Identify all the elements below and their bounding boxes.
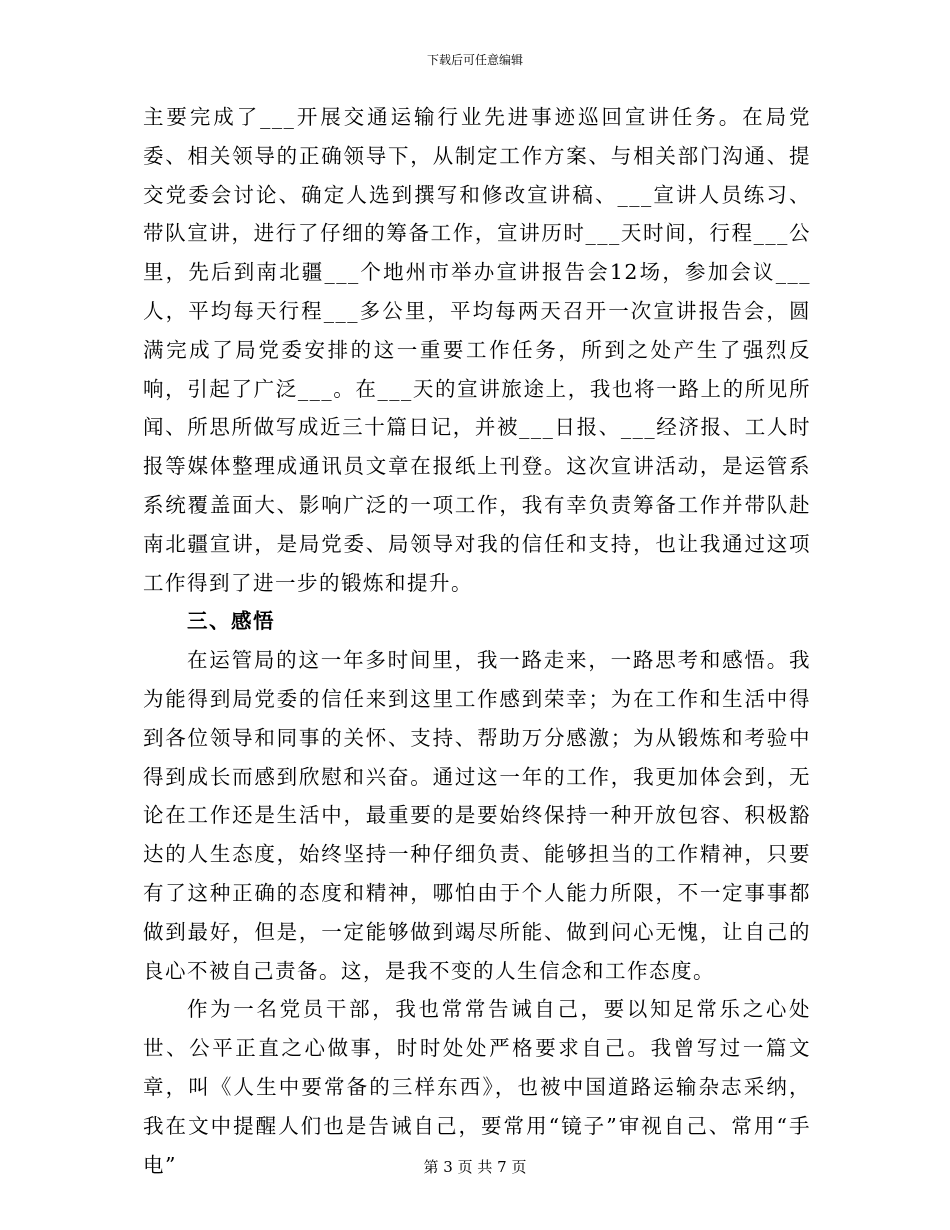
paragraph-work-summary: 主要完成了___开展交通运输行业先进事迹巡回宣讲任务。在局党委、相关领导的正确领导下，从制定工作方案、与相关部门沟通、提交党委会讨论、确定人选到撰写和修改宣讲稿、___宣讲人员练习、带队宣讲，进行了仔细的筹备工作，宣讲历时___天时间，行程___公里，先后到南北疆___个地州市举办宣讲报告会12场，参加会议___人，平均每天行程___多公里，平均每两天召开一次宣讲报告会，圆满完成了局党委安排的这一重要工作任务，所到之处产生了强烈反响，引起了广泛___。在___天的宣讲旅途上，我也将一路上的所见所闻、所思所做写成近三十篇日记，并被___日报、___经济报、工人时报等媒体整理成通讯员文章在报纸上刊登。这次宣讲活动，是运管系系统覆盖面大、影响广泛的一项工作，我有幸负责筹备工作并带队赴南北疆宣讲，是局党委、局领导对我的信任和支持，也让我通过这项工作得到了进一步的锻炼和提升。 (143, 105, 811, 595)
paragraph-party-member: 作为一名党员干部，我也常常告诫自己，要以知足常乐之心处世、公平正直之心做事，时时处处严格要求自己。我曾写过一篇文章，叫《人生中要常备的三样东西》，也被中国道路运输杂志采纳，我在文中提醒人们也是告诫自己，要常用“镜子”审视自己、常用“手电” (143, 997, 811, 1177)
paragraph-reflection: 在运管局的这一年多时间里，我一路走来，一路思考和感悟。我为能得到局党委的信任来到这里工作感到荣幸；为在工作和生活中得到各位领导和同事的关怀、支持、帮助万分感激；为从锻炼和考验中得到成长而感到欣慰和兴奋。通过这一年的工作，我更加体会到，无论在工作还是生活中，最重要的是要始终保持一种开放包容、积极豁达的人生态度，始终坚持一种仔细负责、能够担当的工作精神，只要有了这种正确的态度和精神，哪怕由于个人能力所限，不一定事事都做到最好，但是，一定能够做到竭尽所能、做到问心无愧，让自己的良心不被自己责备。这，是我不变的人生信念和工作态度。 (143, 648, 811, 983)
section-heading-reflection: 三、感悟 (187, 609, 275, 634)
page-header: 下载后可任意编辑 (426, 53, 523, 67)
page-footer: 第 3 页 共 7 页 (423, 1158, 527, 1176)
document-body (143, 98, 811, 1184)
